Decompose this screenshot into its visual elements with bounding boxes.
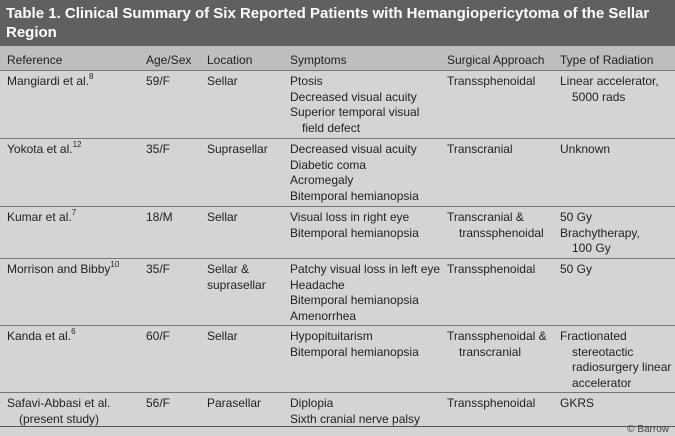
cell-reference: Yokota et al.$^{12}$ — [7, 140, 82, 156]
cell-symptoms: Visual loss in right eye Bitemporal hemianopsia — [290, 210, 419, 240]
cell-age-sex: 35/F — [146, 142, 171, 156]
cell-surgical-approach: Transsphenoidal — [447, 262, 536, 276]
cell-symptoms: Ptosis Decreased visual acuity Superior temporal visual field defect — [290, 74, 420, 135]
cell-location: Parasellar — [207, 396, 262, 410]
image-credit: © Barrow — [627, 424, 669, 435]
cell-surgical-approach: Transsphenoidal — [447, 74, 536, 88]
header-age-sex: Age/Sex — [146, 53, 192, 67]
cell-location: Sellar — [207, 74, 238, 88]
cell-surgical-approach: Transcranial — [447, 142, 513, 156]
cell-reference: Mangiardi et al.$^8$ — [7, 72, 94, 88]
table-row — [0, 258, 675, 325]
cell-radiation: GKRS — [560, 396, 595, 410]
header-symptoms: Symptoms — [290, 53, 347, 67]
header-location: Location — [207, 53, 253, 67]
cell-reference: Safavi-Abbasi et al. (present study) — [7, 396, 111, 426]
table-row — [0, 138, 675, 206]
cell-radiation: 50 Gy Brachytherapy, 100 Gy — [560, 210, 640, 256]
header-type-of-radiation: Type of Radiation — [560, 53, 654, 67]
cell-reference: Morrison and Bibby$^{10}$ — [7, 260, 120, 276]
table-row — [0, 392, 675, 426]
cell-age-sex: 60/F — [146, 329, 171, 343]
table-header-row — [0, 46, 675, 70]
cell-symptoms: Patchy visual loss in left eye Headache Bitemporal hemianopsia Amenorrhea — [290, 262, 441, 323]
cell-surgical-approach: Transcranial & transsphenoidal — [447, 210, 544, 240]
cell-surgical-approach: Transsphenoidal — [447, 396, 536, 410]
table-row — [0, 325, 675, 392]
cell-reference: Kumar et al.$^7$ — [7, 208, 77, 224]
table-row — [0, 206, 675, 258]
cell-location: Suprasellar — [207, 142, 268, 156]
table-bottom-rule — [0, 426, 675, 427]
cell-reference: Kanda et al.$^6$ — [7, 327, 76, 343]
header-surgical-approach: Surgical Approach — [447, 53, 545, 67]
cell-radiation: Unknown — [560, 142, 611, 156]
cell-location: Sellar — [207, 210, 238, 224]
cell-symptoms: Decreased visual acuity Diabetic coma Acromegaly Bitemporal hemianopsia — [290, 142, 419, 203]
header-reference: Reference — [7, 53, 63, 67]
cell-radiation: Fractionated stereotactic radiosurgery linear accelerator — [560, 329, 672, 390]
cell-symptoms: Diplopia Sixth cranial nerve palsy — [290, 396, 421, 426]
cell-age-sex: 56/F — [146, 396, 171, 410]
cell-radiation: Linear accelerator, 5000 rads — [560, 74, 659, 104]
cell-age-sex: 18/M — [146, 210, 173, 224]
cell-age-sex: 59/F — [146, 74, 171, 88]
cell-surgical-approach: Transsphenoidal & transcranial — [447, 329, 547, 359]
cell-symptoms: Hypopituitarism Bitemporal hemianopsia — [290, 329, 419, 359]
table-title: Table 1. Clinical Summary of Six Reported Patients with Hemangiopericytoma of the Sellar Region — [0, 0, 675, 46]
cell-radiation: 50 Gy — [560, 262, 593, 276]
table-row — [0, 70, 675, 138]
cell-location: Sellar & suprasellar — [207, 262, 266, 292]
cell-location: Sellar — [207, 329, 238, 343]
cell-age-sex: 35/F — [146, 262, 171, 276]
